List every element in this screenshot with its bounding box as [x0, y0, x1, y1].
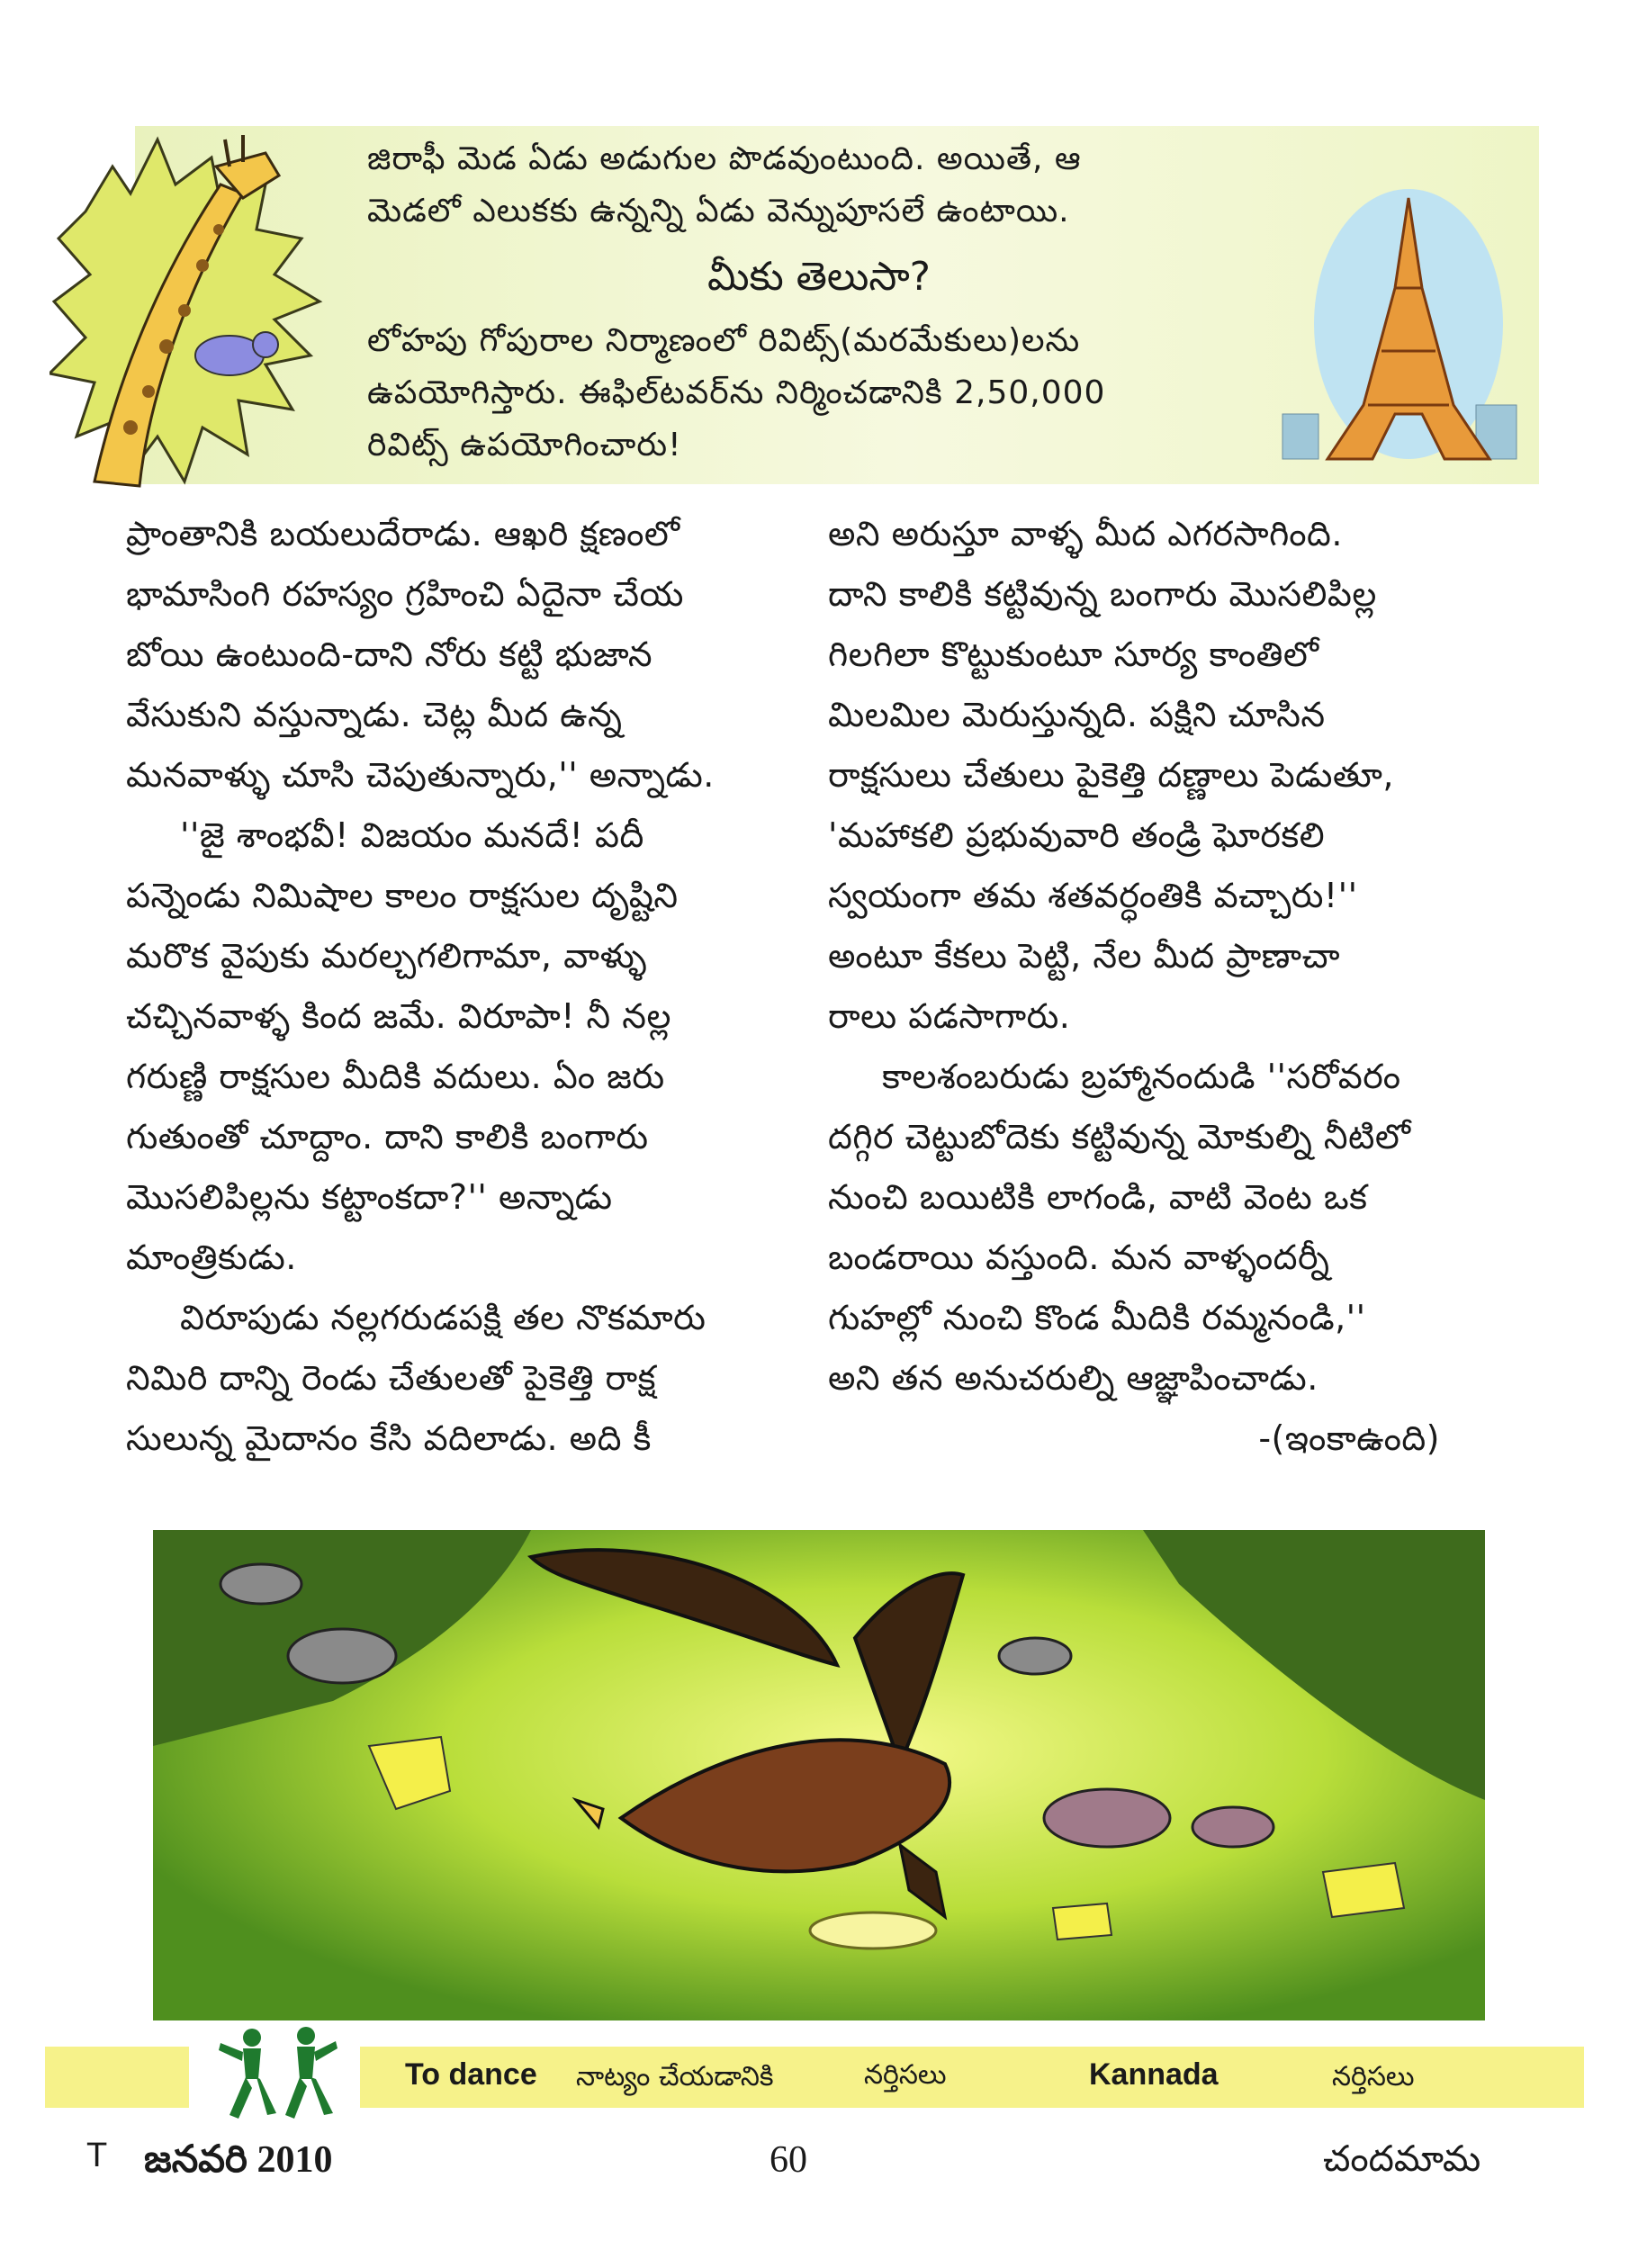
story-line: విరూపుడు నల్లగరుడపక్షి తల నొకమారు [180, 1298, 706, 1337]
story-line: రాక్షసులు చేతులు పైకెత్తి దణ్ణాలు పెడుతూ, [828, 755, 1394, 795]
footer-date: జనవరి 2010 [144, 2139, 333, 2181]
fact-text-giraffe [367, 133, 1231, 238]
story-line: ''జై శాంభవీ! విజయం మనదే! పదీ [180, 815, 644, 855]
dictionary-strip [45, 2045, 1584, 2110]
story-line: బండరాయి వస్తుంది. మన వాళ్ళందర్నీ [828, 1238, 1330, 1277]
story-line: కాలశంబరుడు బ్రహ్మానందుడి ''సరోవరం [882, 1057, 1401, 1096]
eagle-battlefield-illustration [153, 1530, 1485, 2020]
fact-line: లోహపు గోపురాల నిర్మాణంలో రివిట్స్(మరమేకులు)లను [367, 322, 1081, 359]
page-footer [0, 2131, 1629, 2194]
story-line: రాలు పడసాగారు. [828, 996, 1071, 1036]
fact-heading: మీకు తెలుసా? [706, 254, 932, 300]
fact-line: మెడలో ఎలుకకు ఉన్నన్ని ఏడు వెన్నుపూసలే ఉంటాయి. [367, 193, 1070, 230]
story-line: ప్రాంతానికి బయలుదేరాడు. ఆఖరి క్షణంలో [126, 514, 680, 554]
story-line: నుంచి బయిటికి లాగండి, వాటి వెంట ఒక [828, 1177, 1368, 1217]
story-line: పన్నెండు నిమిషాల కాలం రాక్షసుల దృష్టిని [126, 876, 679, 915]
eiffel-tower-illustration [1264, 189, 1534, 477]
story-line: మొసలిపిల్లను కట్టాంకదా?'' అన్నాడు [126, 1177, 613, 1217]
giraffe-illustration [50, 130, 364, 490]
fact-line: ఉపయోగిస్తారు. ఈఫిల్‌టవర్‌ను నిర్మించడానికి 2,50,000 [367, 374, 1106, 411]
story-line: స్వయంగా తమ శతవర్ధంతికి వచ్చారు!'' [828, 876, 1358, 915]
story-line: గిలగిలా కొట్టుకుంటూ సూర్య కాంతిలో [828, 634, 1319, 674]
story-line: మరొక వైపుకు మరల్చగలిగామా, వాళ్ళు [126, 936, 647, 976]
story-line: 'మహాకలి ప్రభువువారి తండ్రి ఘోరకలి [828, 815, 1326, 855]
english-word: To dance [405, 2057, 537, 2092]
fact-line: జిరాఫీ మెడ ఏడు అడుగుల పొడవుంటుంది. అయితే, ఆ [367, 140, 1082, 177]
story-line: నిమిరి దాన్ని రెండు చేతులతో పైకెత్తి రాక్ష [126, 1358, 656, 1398]
story-line: చచ్చినవాళ్ళ కింద జమే. విరూపా! నీ నల్ల [126, 996, 671, 1036]
telugu-meaning: నాట్యం చేయడానికి [576, 2061, 774, 2092]
story-line: గుతుంతో చూద్దాం. దాని కాలికి బంగారు [126, 1117, 649, 1156]
language-label: Kannada [1089, 2057, 1219, 2092]
story-left-column [126, 504, 810, 1469]
story-line: దాని కాలికి కట్టివున్న బంగారు మొసలిపిల్ల [828, 574, 1377, 614]
magazine-name: చందమామ [1323, 2138, 1481, 2180]
continued-note: -(ఇంకాఉంది) [1258, 1418, 1440, 1458]
story-line: భామాసింగి రహస్యం గ్రహించి ఏదైనా చేయ [126, 574, 684, 614]
story-line: అని అరుస్తూ వాళ్ళ మీద ఎగరసాగింది. [828, 514, 1343, 554]
story-line: గుహల్లో నుంచి కొండ మీదికి రమ్మనండి,'' [828, 1298, 1366, 1337]
story-line: వేసుకుని వస్తున్నాడు. చెట్ల మీద ఉన్న [126, 695, 623, 734]
story-right-column [828, 504, 1512, 1469]
strip-left-block [45, 2047, 189, 2108]
fact-text-eiffel [367, 315, 1231, 472]
story-line: మిలమిల మెరుస్తున్నది. పక్షిని చూసిన [828, 695, 1326, 734]
story-line: గరుణ్ణి రాక్షసుల మీదికి వదులు. ఏం జరు [126, 1057, 665, 1096]
kannada-word: నర్తిసలు [1332, 2061, 1415, 2092]
story-line: మాంత్రికుడు. [126, 1238, 297, 1277]
story-line: బోయి ఉంటుంది-దాని నోరు కట్టి భుజాన [126, 634, 653, 674]
dancers-icon [202, 2025, 346, 2124]
story-line: సులున్న మైదానం కేసి వదిలాడు. అది కీ [126, 1418, 652, 1458]
story-line: అంటూ కేకలు పెట్టి, నేల మీద ప్రాణాచా [828, 936, 1340, 976]
page-number: 60 [770, 2139, 807, 2181]
story-line: దగ్గిర చెట్టుబోదెకు కట్టివున్న మోకుల్ని నీటిలో [828, 1117, 1411, 1156]
story-line: అని తన అనుచరుల్ని ఆజ్ఞాపించాడు. [828, 1358, 1318, 1398]
fact-line: రివిట్స్ ఉపయోగించారు! [367, 427, 682, 464]
story-line: మనవాళ్ళు చూసి చెపుతున్నారు,'' అన్నాడు. [126, 755, 715, 795]
footer-mark: T [86, 2137, 108, 2174]
telugu-word: నర్తిసలు [864, 2059, 947, 2091]
